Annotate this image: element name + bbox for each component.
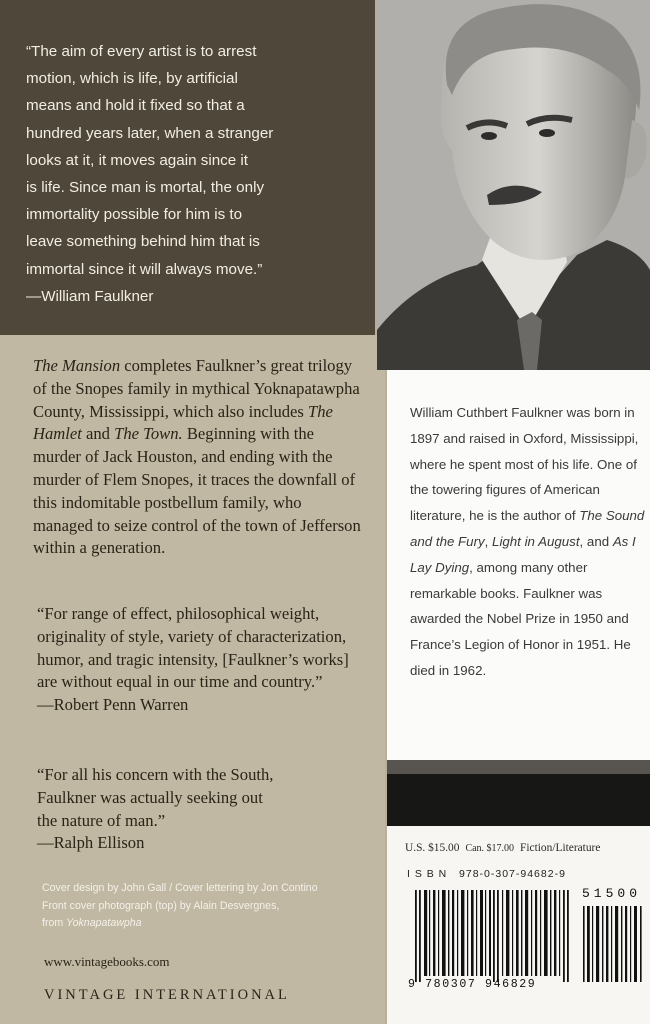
desc-text: completes Faulkner’s great trilogy of the Snopes family in mythical Yoknapatawpha County, Mississippi, which also includes [33,356,360,421]
author-portrait [377,0,650,370]
quote-line: is life. Since man is mortal, the only [26,179,265,197]
quote-line: motion, which is life, by artificial [26,70,238,88]
author-photo [377,0,650,370]
price-us: U.S. $15.00 [405,842,460,854]
bio-text: William Cuthbert Faulkner was born in 1897 and raised in Oxford, Mississippi, where he spent most of his life. One of the towering figures of American literature, he is the author of [410,405,639,524]
quote-line: looks at it, it moves again since it [26,151,249,169]
desc-text: and [81,424,115,444]
title-sound-and-fury: The Sound and the Fury [410,508,645,549]
black-band [387,760,650,826]
title-hamlet: The Hamlet [33,401,333,444]
credit-line: Cover design by John Gall / Cover lettering by Jon Contino [42,882,318,894]
blurb-text: “For range of effect, philosophical weight, originality of style, variety of characterization, humor, and tragic intensity, [Faulkner’s works] are without equal in our time and country.” [37,604,349,692]
bio-text: , [484,533,493,549]
cover-credits [42,880,372,933]
bio-text: , and [579,533,613,549]
quote-line: means and hold it fixed so that a [26,97,245,115]
quote-line: hundred years later, when a stranger [26,124,274,142]
quote-attribution: —William Faulkner [26,287,154,305]
credit-line: Front cover photograph (top) by Alain Desvergnes, [42,899,280,912]
credit-text: from [42,917,67,930]
bio-text: , among many other remarkable books. Faulkner was awarded the Nobel Prize in 1950 and France’s Legion of Honor in 1951. He died in 1962. [410,559,631,678]
title-as-i-lay-dying: As I Lay Dying [410,533,636,575]
quote-line: “The aim of every artist is to arrest [26,43,257,60]
publisher-website: www.vintagebooks.com [44,954,170,969]
credit-line [42,915,372,933]
faulkner-quote [26,38,346,310]
desc-text: Beginning with the murder of Jack Houston, and ending with the murder of Flem Snopes, it traces the downfall of this indomitable postbellum family, who managed to seize control of the town of Jefferson within a generation. [33,424,361,558]
quote-line: leave something behind him that is [26,233,260,251]
title-light-in-august: Light in August [492,533,580,549]
price-line [405,842,650,854]
author-bio [410,400,648,684]
title-mansion: The Mansion [33,356,121,375]
blurb-text: “For all his concern with the South, Faulkner was actually seeking out the nature of man.” [37,765,274,830]
quote-line: immortal since it will always move.” [26,260,263,278]
credit-source-title: Yoknapatawpha [66,917,142,930]
publisher-name: VINTAGE INTERNATIONAL [44,987,290,1003]
warren-blurb [37,603,367,717]
blurb-attribution: —Robert Penn Warren [37,695,189,715]
price-can: Can. $17.00 [465,843,515,854]
category: Fiction/Literature [520,842,601,854]
barcode-digits: 9 780307 946829 [408,978,537,991]
barcode [405,882,650,982]
ellison-blurb [37,764,367,855]
book-description [33,355,363,560]
isbn: I S B N 978-0-307-94682-9 [407,868,566,880]
title-town: The Town. [114,424,183,444]
blurb-attribution: —Ralph Ellison [37,833,145,853]
quote-line: immortality possible for him is to [26,206,243,224]
price-code: 51500 [582,886,642,901]
